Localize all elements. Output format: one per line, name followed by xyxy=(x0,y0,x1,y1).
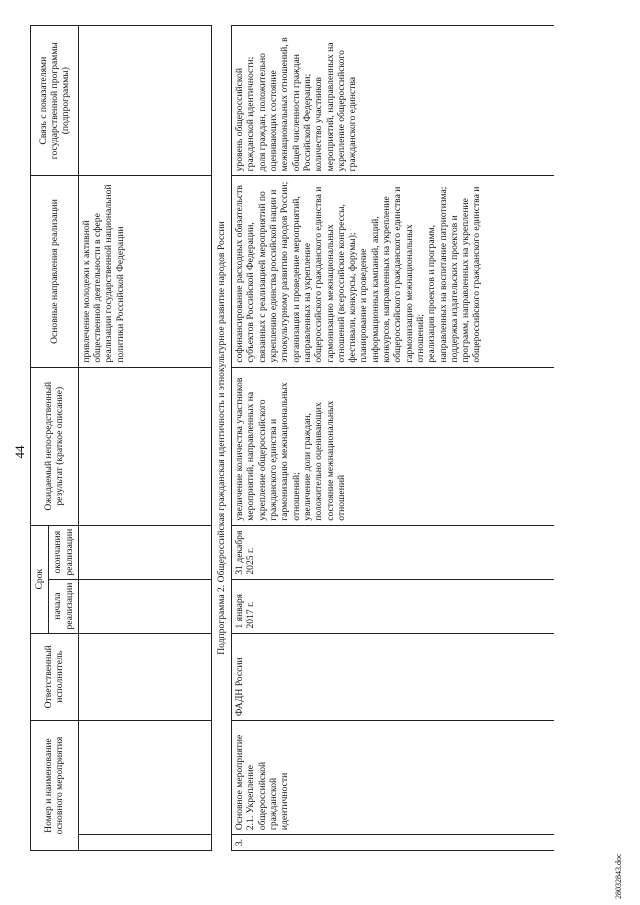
continuation-row xyxy=(78,26,211,851)
table-row xyxy=(232,26,555,851)
header-directions: Основные направления реализации xyxy=(31,176,79,367)
subprogram-title: Подпрограмма 2. Общероссийская гражданская идентичность и этнокультурное развитие народов России xyxy=(211,26,231,851)
row-directions: софинансирование расходных обязательств субъектов Российской Федерации, связанных с реализацией мероприятий по укреплению единства российской нации и этнокультурному развитию народов России; организация и проведение мероприятий, направленных на укрепление общероссийского гражданского единства и гармонизацию межнациональных отношений (всероссийские конгрессы, фестивали, конкурсы, форумы); планирование и проведение информационных кампаний, акций, конкурсов, направленных на укрепление общероссийского гражданского единства и гармонизацию межнациональных отношений; реализация проектов и программ, направленных на воспитание патриотизма; поддержка издательских проектов и программ, направленных на укрепление общероссийского гражданского единства и xyxy=(232,176,555,367)
header-term: Срок xyxy=(31,525,49,633)
header-row xyxy=(31,26,49,851)
header-start: начала реализации xyxy=(49,579,79,633)
row-number: 3. xyxy=(232,835,555,851)
header-link: Связь с показателями государственной программы (подпрограммы) xyxy=(31,26,79,176)
measures-table xyxy=(30,25,554,851)
header-result: Ожидаемый непосредственный результат (краткое описание) xyxy=(31,367,79,525)
row-start: 1 января 2017 г. xyxy=(232,579,555,633)
header-responsible: Ответственный исполнитель xyxy=(31,633,79,721)
row-link: уровень общероссийской гражданской идентичности; доля граждан, положительно оценивающих состояние межнациональных отношений, в общей численности граждан Российской Федерации; количество участников мероприятий, направленных на укрепление общероссийского гражданского единства xyxy=(232,26,555,176)
subprogram-row xyxy=(211,26,231,851)
row-responsible: ФАДН России xyxy=(232,633,555,721)
row-result: увеличение количества участников мероприятий, направленных на укрепление общероссийского гражданского единства и гармонизацию межнациональных отношений; увеличение доли граждан, положительно оценивающих состояние межнациональных отношений xyxy=(232,367,555,525)
header-name: Номер и наименование основного мероприятия xyxy=(31,721,79,851)
page-number: 44 xyxy=(12,445,27,459)
header-end: окончания реализации xyxy=(49,525,79,579)
continuation-directions: привлечение молодежи к активной общественной деятельности в сфере реализации государственной национальной политики Российской Федерации xyxy=(78,176,211,367)
row-end: 31 декабря 2025 г. xyxy=(232,525,555,579)
document-id: 28032843.doc xyxy=(614,853,623,899)
row-name: Основное мероприятие 2.1. Укрепление общероссийской гражданской идентичности xyxy=(232,721,555,835)
